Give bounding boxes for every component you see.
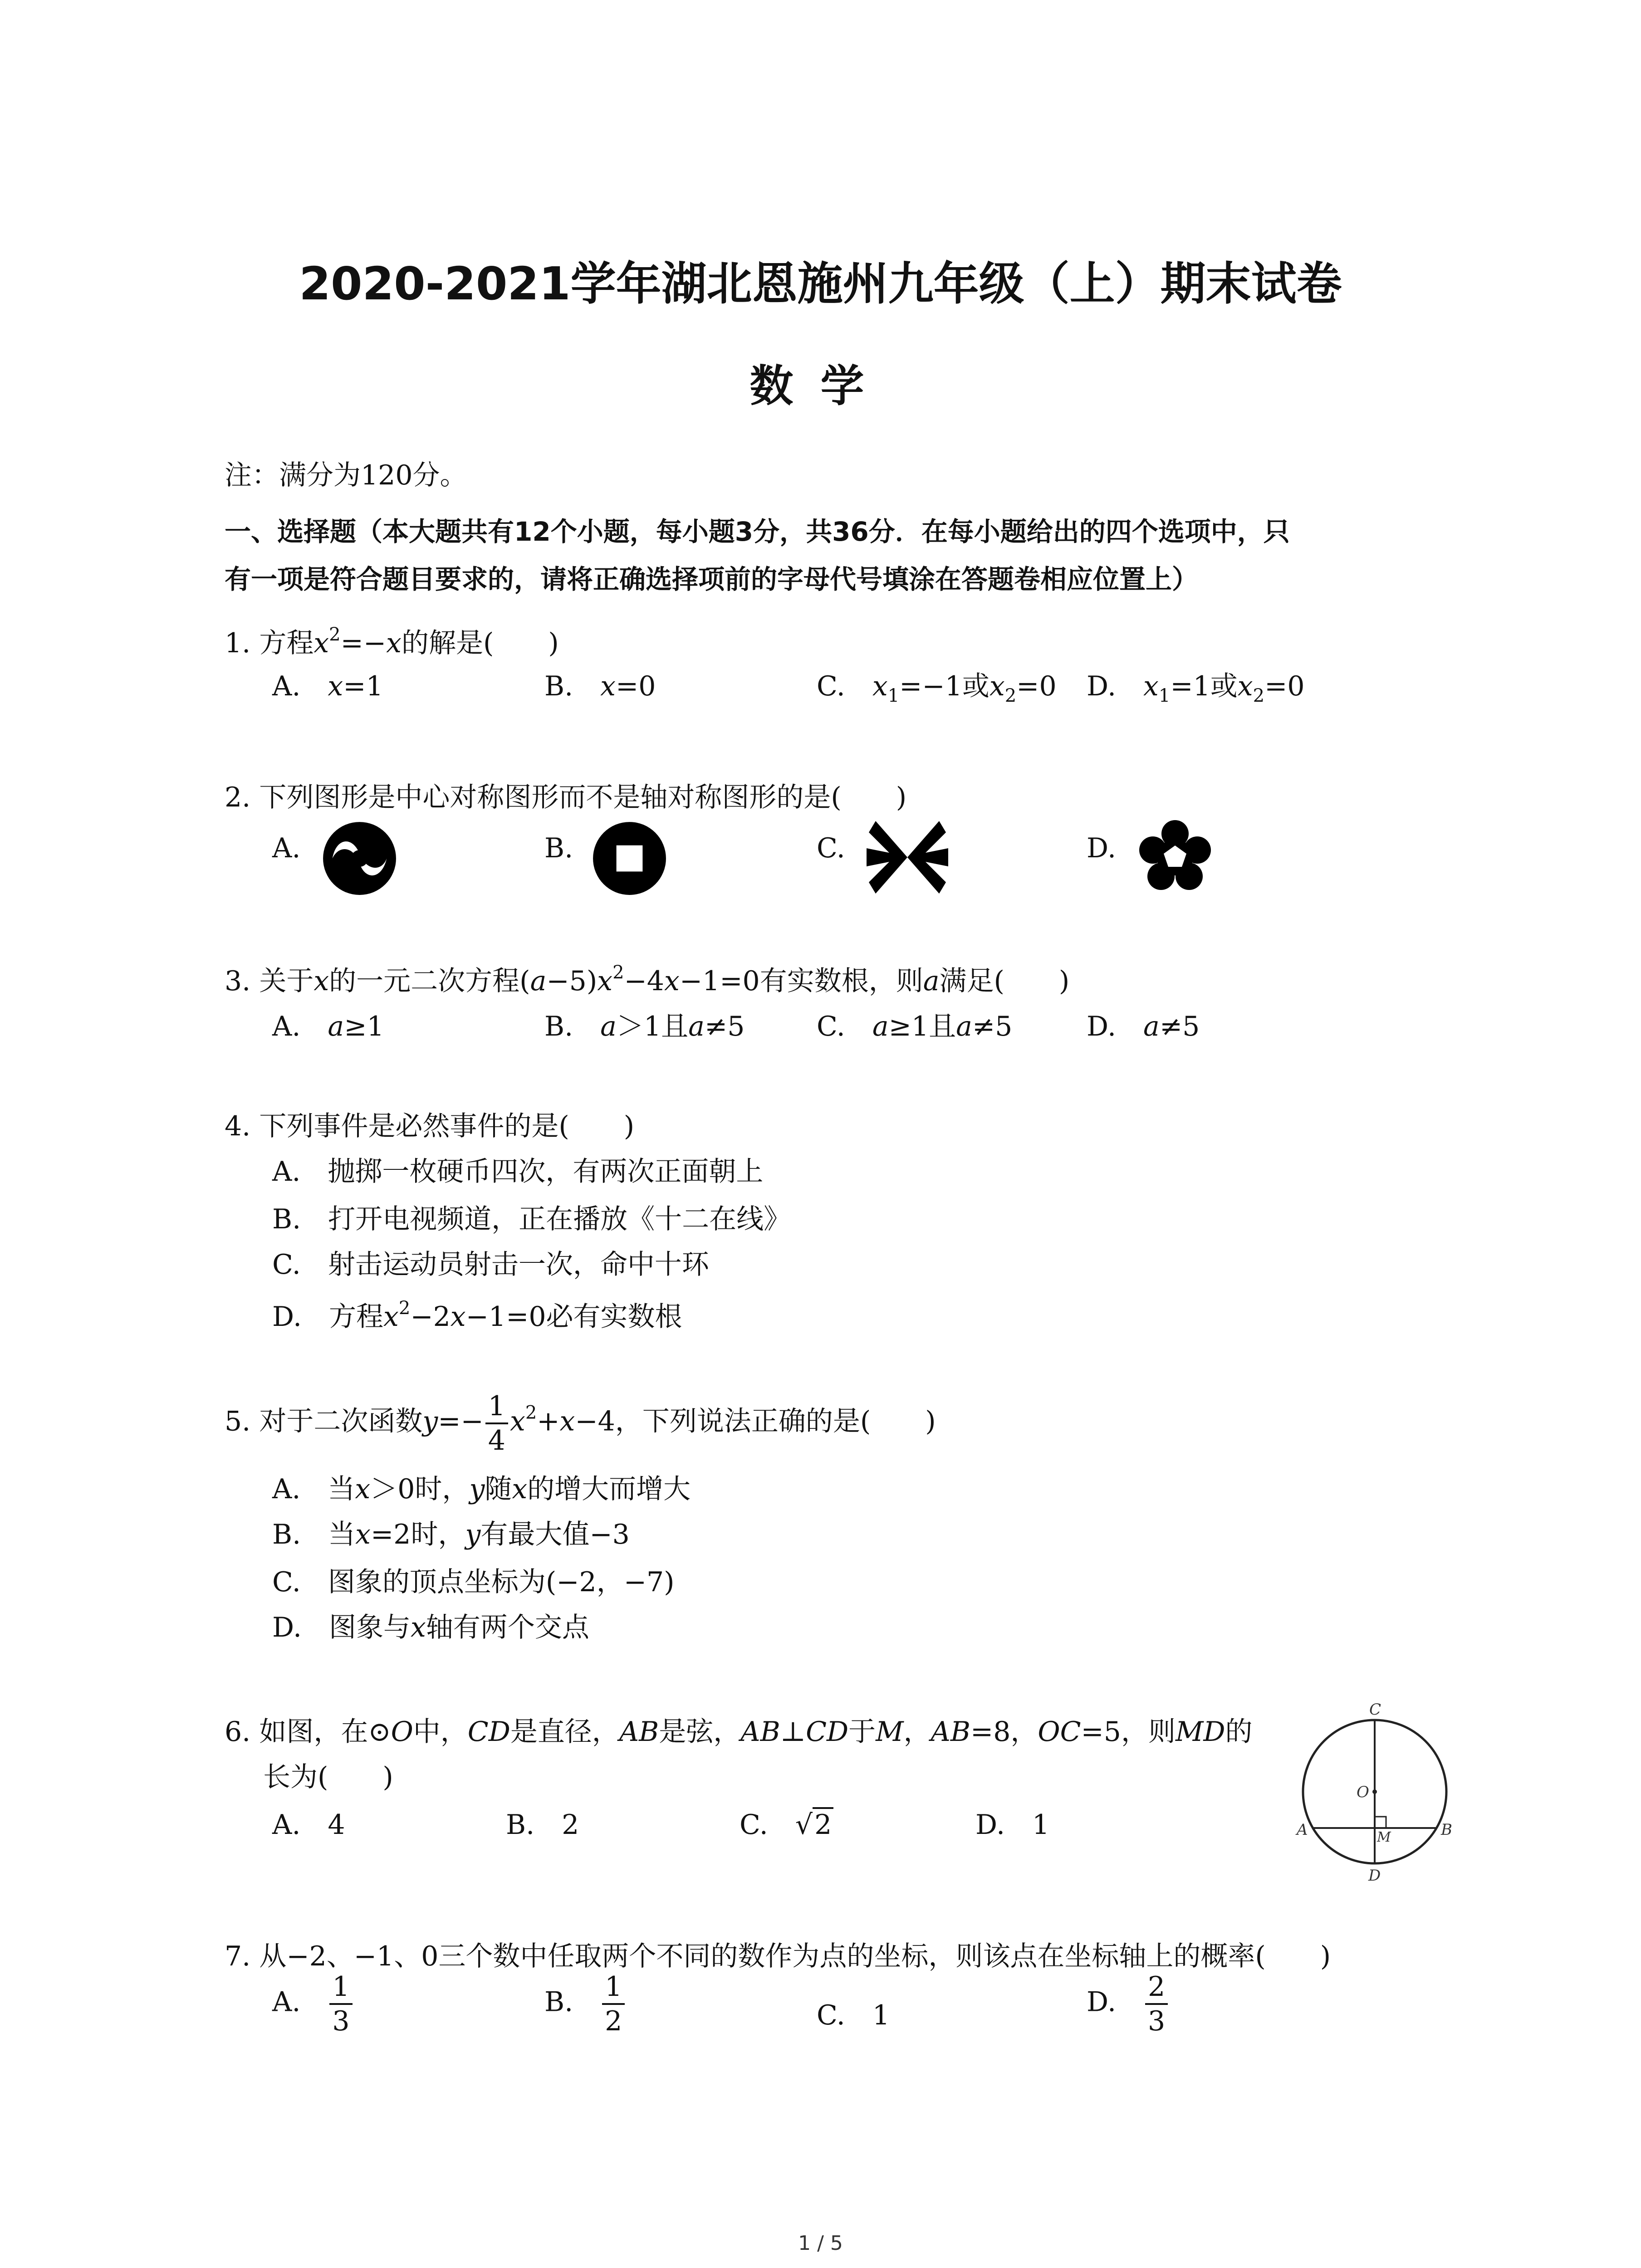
swirl-symbol-icon <box>322 821 397 896</box>
exam-subject: 数学 <box>749 361 892 411</box>
label-a: A <box>1297 1821 1308 1839</box>
circle-geometry-figure <box>1284 1696 1465 1887</box>
question-7-option-d: D. $\frac{2}{3}$ <box>1087 1973 1170 2035</box>
question-2-option-a: A. <box>272 832 301 864</box>
question-6-option-c: C. √2 <box>740 1803 833 1842</box>
question-1-option-d: D. $x_1=1$或$x_2=0$ <box>1087 670 1305 706</box>
question-7-option-b: B. $\frac{1}{2}$ <box>544 1973 627 2035</box>
question-2-option-d: D. <box>1087 832 1117 864</box>
question-4-option-d: D. 方程$x^2-2x-1=0$必有实数根 <box>272 1298 682 1333</box>
question-4-option-a: A. 抛掷一枚硬币四次，有两次正面朝上 <box>272 1156 764 1188</box>
question-3-stem: 3. 关于x的一元二次方程$(a-5)x^2-4x-1=0$有实数根，则a满足( ) <box>225 962 1070 997</box>
question-4-option-c: C. 射击运动员射击一次，命中十环 <box>272 1249 709 1281</box>
question-3-option-c: C. a≥1且a≠5 <box>817 1011 1013 1042</box>
section-heading-line2: 有一项是符合题目要求的，请将正确选择项前的字母代号填涂在答题卷相应位置上） <box>225 564 1199 595</box>
question-2-option-b: B. <box>544 832 573 864</box>
question-3-option-b: B. a＞1且a≠5 <box>544 1011 745 1042</box>
page-number: 1 / 5 <box>798 2232 843 2255</box>
question-2-option-c: C. <box>817 832 845 864</box>
question-1-option-a: A. x=1 <box>272 670 383 702</box>
question-1-option-c: C. $x_1=-1$或$x_2=0$ <box>817 670 1057 706</box>
label-d: D <box>1368 1867 1381 1885</box>
question-6-option-d: D. 1 <box>975 1809 1050 1841</box>
question-7-stem: 7. 从−2、−1、0三个数中任取两个不同的数作为点的坐标，则该点在坐标轴上的概率( ) <box>225 1941 1331 1972</box>
label-m: M <box>1377 1829 1391 1845</box>
question-6-stem: 6. 如图，在⊙O中，CD是直径，AB是弦，AB⊥CD于M，AB=8，OC=5，则MD的 <box>225 1716 1253 1748</box>
question-7-option-a: A. $\frac{1}{3}$ <box>272 1973 354 2035</box>
question-1-option-b: B. x=0 <box>544 670 656 702</box>
question-4-stem: 4. 下列事件是必然事件的是( ) <box>225 1110 635 1142</box>
sqrt-symbol: √ <box>795 1809 813 1841</box>
pentagon-flower-icon <box>1136 819 1214 896</box>
pinwheel-symbol-icon <box>864 816 950 898</box>
question-5-stem: 5. 对于二次函数y=− $\frac{1}{4}$ $x^2+x-4$，下列说法正确的是( ) <box>225 1390 936 1457</box>
fraction-one-quarter: $\frac{1}{4}$ <box>485 1393 508 1454</box>
question-1-stem: 1. 方程$x^2=-x$的解是( ) <box>225 624 559 659</box>
label-c: C <box>1369 1701 1381 1719</box>
question-4-option-b: B. 打开电视频道，正在播放《十二在线》 <box>272 1203 791 1235</box>
question-3-option-a: A. a≥1 <box>272 1011 384 1042</box>
score-note: 注：满分为120分。 <box>225 459 467 491</box>
coin-symbol-icon <box>592 821 667 896</box>
question-5-option-b: B. 当x=2时，y有最大值−3 <box>272 1519 630 1550</box>
question-5-option-c: C. 图象的顶点坐标为(−2，−7) <box>272 1566 675 1598</box>
exam-title: 2020-2021学年湖北恩施州九年级（上）期末试卷 <box>299 257 1342 310</box>
question-6-option-b: B. 2 <box>506 1809 579 1841</box>
question-7-option-c: C. 1 <box>817 1999 890 2031</box>
label-o: O <box>1357 1783 1369 1801</box>
label-b: B <box>1441 1821 1452 1839</box>
question-6-option-a: A. 4 <box>272 1809 345 1841</box>
question-5-option-d: D. 图象与x轴有两个交点 <box>272 1612 589 1643</box>
question-5-option-a: A. 当x＞0时，y随x的增大而增大 <box>272 1473 691 1505</box>
question-6-stem-line2: 长为( ) <box>263 1761 393 1793</box>
question-3-option-d: D. a≠5 <box>1087 1011 1200 1042</box>
section-heading-line1: 一、选择题（本大题共有12个小题，每小题3分，共36分．在每小题给出的四个选项中，只 <box>225 516 1290 547</box>
question-2-stem: 2. 下列图形是中心对称图形而不是轴对称图形的是( ) <box>225 782 907 813</box>
